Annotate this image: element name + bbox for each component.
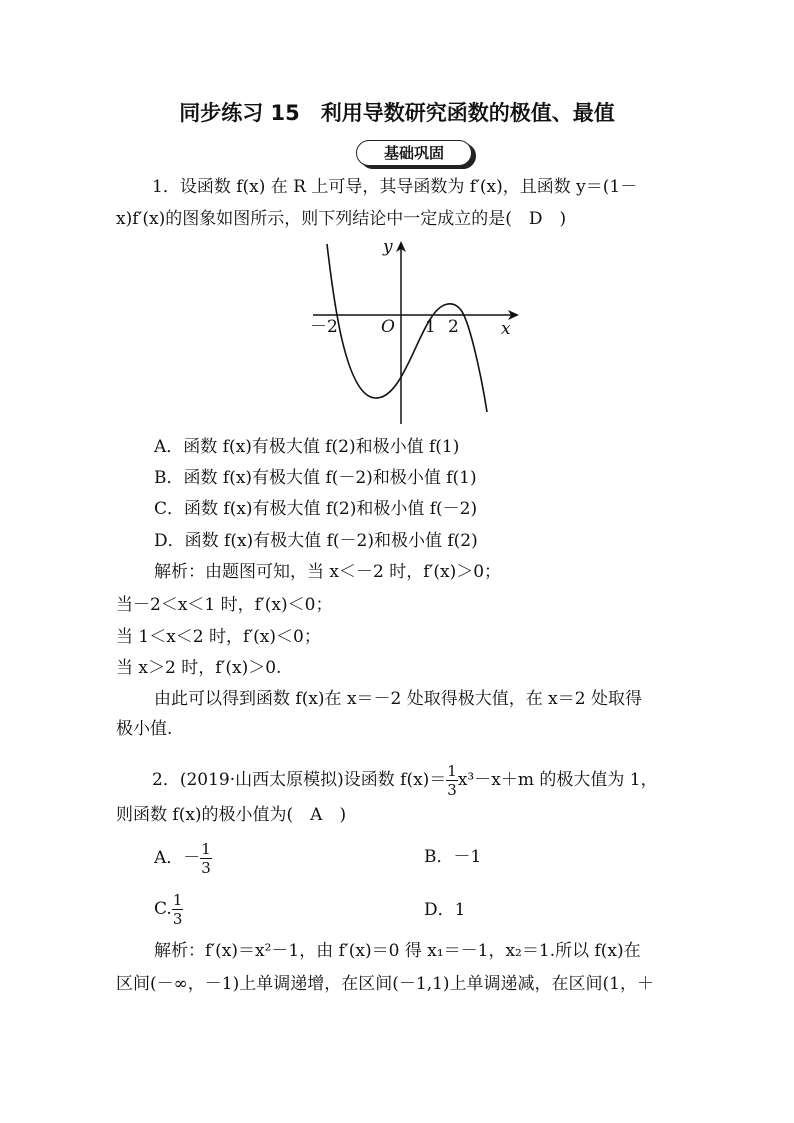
option-c-fraction [172, 891, 184, 928]
q1-option-b: B．函数 f(x)有极大值 f(－2)和极小值 f(1) [154, 468, 477, 488]
fraction-one-third [446, 762, 458, 799]
q2-option-b: B．－1 [424, 847, 482, 867]
q1-stem-line1: 1．设函数 f(x) 在 R 上可导，其导函数为 f′(x)，且函数 y＝(1－ [152, 177, 638, 197]
q2-option-a [154, 838, 212, 878]
q2-solution-line1: 解析：f′(x)＝x²－1，由 f′(x)＝0 得 x₁＝－1，x₂＝1.所以 f(x)在 [154, 941, 641, 961]
page-title: 同步练习 15 利用导数研究函数的极值、最值 [179, 101, 615, 125]
q2-stem-line1 [152, 760, 658, 800]
q1-solution-line2: 当－2＜x＜1 时，f′(x)＜0； [116, 595, 333, 615]
frac-num: 1 [447, 762, 457, 780]
q2-stem-part1: 2．(2019·山西太原模拟)设函数 f(x)＝ [152, 770, 447, 790]
q2-stem-part2: x³－x＋m 的极大值为 1， [457, 770, 658, 790]
q1-option-d: D．函数 f(x)有极大值 f(－2)和极小值 f(2) [154, 531, 478, 551]
q2-solution-line2: 区间(－∞，－1)上单调递增，在区间(－1,1)上单调递减，在区间(1，＋ [116, 974, 654, 994]
curve [327, 244, 487, 412]
q1-solution-line4: 当 x＞2 时，f′(x)＞0. [116, 658, 282, 678]
q2-option-c-prefix: C. [154, 899, 172, 919]
q2-option-a-prefix: A．－ [154, 848, 201, 868]
frac-den: 3 [172, 910, 183, 928]
frac-num: 1 [201, 840, 211, 858]
q1-function-graph [305, 236, 527, 428]
q2-option-c [154, 889, 183, 929]
section-badge [352, 138, 478, 168]
q1-solution-line1: 解析：由题图可知，当 x＜－2 时，f′(x)＞0； [154, 562, 502, 582]
origin-label: O [381, 317, 395, 337]
y-label: y [383, 237, 393, 257]
frac-den: 3 [201, 859, 211, 877]
q1-solution-line6: 极小值. [116, 719, 173, 739]
q1-solution-line5: 由此可以得到函数 f(x)在 x＝－2 处取得极大值，在 x＝2 处取得 [154, 689, 642, 709]
q1-solution-line3: 当 1＜x＜2 时，f′(x)＜0； [116, 627, 321, 647]
x-label: x [501, 319, 511, 339]
badge-label: 基础巩固 [356, 140, 472, 166]
tick-neg2: －2 [310, 317, 338, 337]
q1-option-c: C．函数 f(x)有极大值 f(2)和极小值 f(－2) [154, 499, 478, 519]
q1-stem-line2: x)f′(x)的图象如图所示，则下列结论中一定成立的是( D ) [116, 209, 567, 229]
tick-2: 2 [448, 317, 459, 337]
q2-option-d: D．1 [424, 900, 466, 920]
tick-1: 1 [425, 317, 436, 337]
q1-option-a: A．函数 f(x)有极大值 f(2)和极小值 f(1) [154, 437, 460, 457]
frac-num: 1 [172, 891, 183, 909]
option-a-fraction [200, 840, 212, 877]
frac-den: 3 [447, 781, 457, 799]
q2-stem-line2: 则函数 f(x)的极小值为( A ) [116, 805, 347, 825]
